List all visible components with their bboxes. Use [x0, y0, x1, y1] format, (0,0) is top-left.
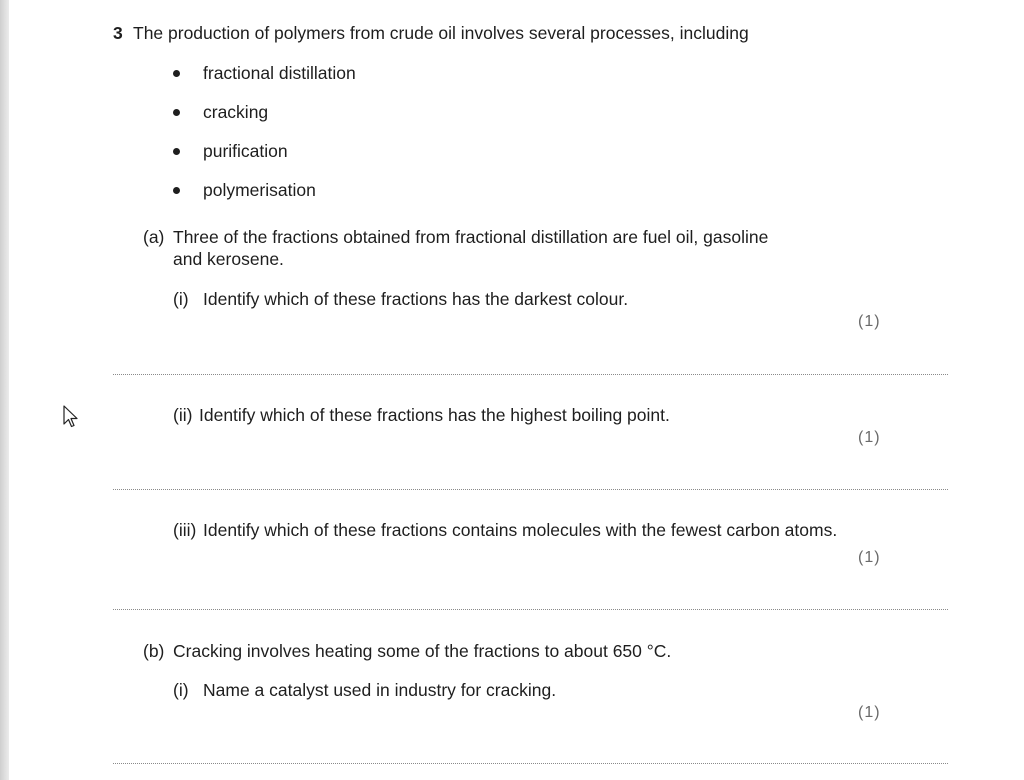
subpart-a-ii-text: Identify which of these fractions has the highest boiling point.: [199, 405, 670, 425]
bullet-dot: [173, 109, 180, 116]
marks-b-i: (1): [858, 704, 881, 721]
answer-line-a-i[interactable]: [113, 374, 948, 375]
subpart-a-i-text: Identify which of these fractions has the darkest colour.: [203, 289, 629, 309]
question-number: 3: [113, 23, 123, 43]
bullet-dot: [173, 187, 180, 194]
marks-a-i: (1): [858, 313, 881, 330]
subpart-a-iii-label: (iii): [173, 520, 197, 540]
answer-line-b-i[interactable]: [113, 763, 948, 764]
part-b-label: (b): [143, 641, 165, 661]
bullet-dot: [173, 70, 180, 77]
page-left-edge: [0, 0, 9, 780]
part-a-stem-line1: Three of the fractions obtained from fractional distillation are fuel oil, gasoline: [173, 227, 769, 247]
mouse-pointer-icon: [63, 405, 79, 429]
part-b-stem: Cracking involves heating some of the fractions to about 650 °C.: [173, 641, 672, 661]
subpart-b-i-text: Name a catalyst used in industry for cracking.: [203, 680, 557, 700]
subpart-a-ii-label: (ii): [173, 405, 193, 425]
process-item-fractional-distillation: fractional distillation: [203, 63, 356, 83]
marks-a-ii: (1): [858, 429, 881, 446]
process-item-cracking: cracking: [203, 102, 269, 122]
subpart-a-iii-text: Identify which of these fractions contains molecules with the fewest carbon atoms.: [203, 520, 838, 540]
process-item-purification: purification: [203, 141, 288, 161]
question-intro: The production of polymers from crude oil involves several processes, including: [133, 23, 749, 43]
answer-line-a-ii[interactable]: [113, 489, 948, 490]
part-a-label: (a): [143, 227, 165, 247]
process-item-polymerisation: polymerisation: [203, 180, 316, 200]
subpart-a-i-label: (i): [173, 289, 189, 309]
bullet-dot: [173, 148, 180, 155]
subpart-b-i-label: (i): [173, 680, 189, 700]
answer-line-a-iii[interactable]: [113, 609, 948, 610]
marks-a-iii: (1): [858, 549, 881, 566]
part-a-stem-line2: and kerosene.: [173, 249, 284, 269]
